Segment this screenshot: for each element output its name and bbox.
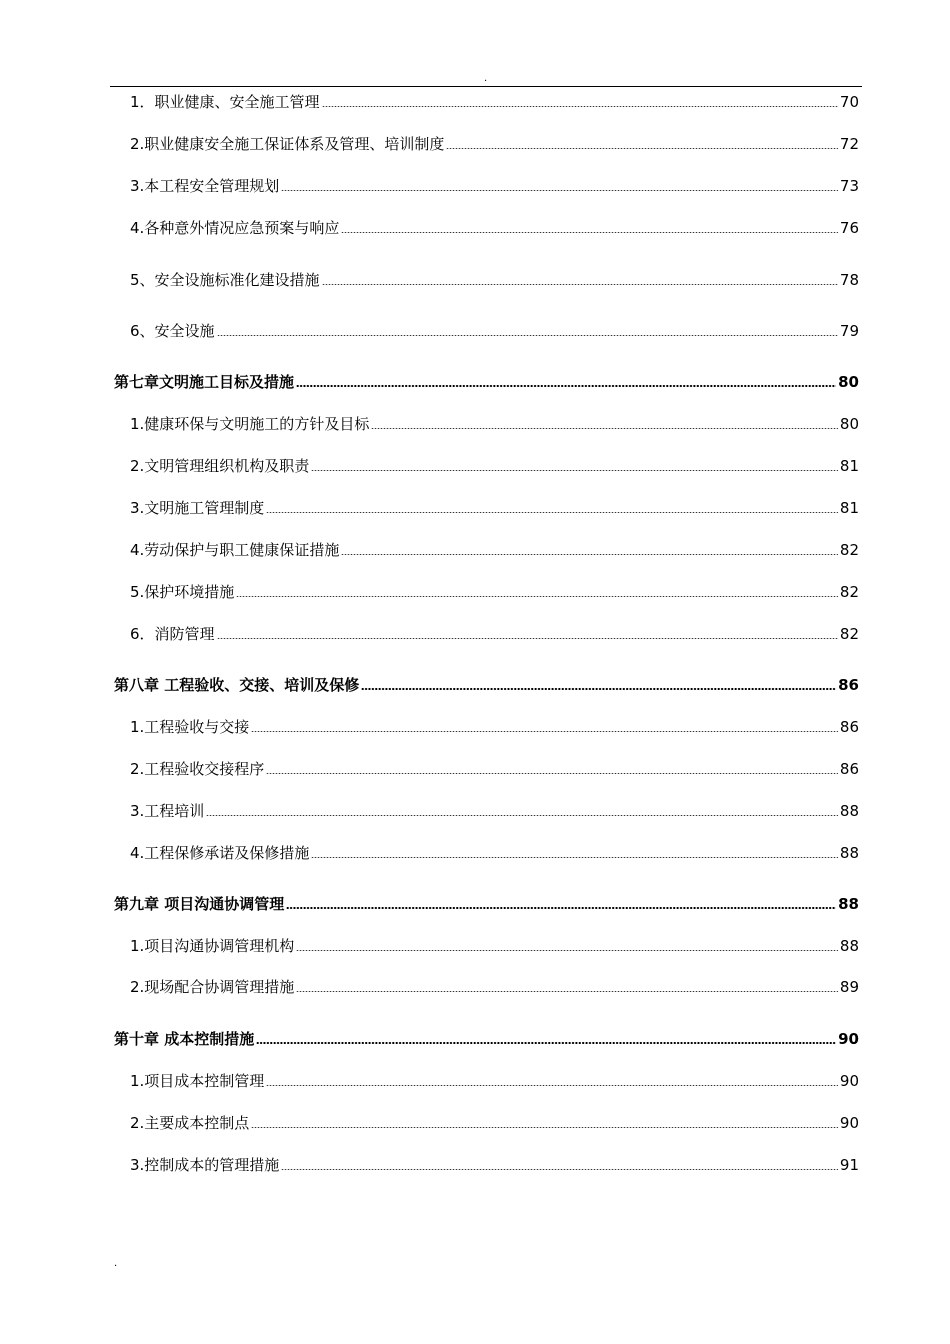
toc-section-entry[interactable] xyxy=(130,540,859,560)
toc-page-number: 89 xyxy=(839,978,859,996)
toc-section-entry[interactable] xyxy=(130,414,859,434)
toc-entry-label: 2.主要成本控制点 xyxy=(130,1114,250,1132)
toc-page-number: 90 xyxy=(838,1030,859,1048)
toc-entry-label: 3.文明施工管理制度 xyxy=(130,499,265,517)
toc-dot-leader xyxy=(251,1127,838,1128)
toc-entry-label: 4.劳动保护与职工健康保证措施 xyxy=(130,541,340,559)
toc-entry-label: 2.现场配合协调管理措施 xyxy=(130,978,295,996)
toc-chapter-entry[interactable] xyxy=(114,1029,859,1049)
toc-entry-label: 1.项目成本控制管理 xyxy=(130,1072,265,1090)
toc-dot-leader xyxy=(361,688,836,690)
toc-dot-leader xyxy=(281,1169,838,1170)
toc-page-number: 82 xyxy=(839,625,859,643)
toc-dot-leader xyxy=(371,428,838,429)
toc-page-number: 81 xyxy=(839,457,859,475)
toc-section-entry[interactable] xyxy=(130,218,859,238)
toc-entry-label: 5、安全设施标准化建设措施 xyxy=(130,271,320,289)
toc-page-number: 73 xyxy=(839,177,859,195)
toc-entry-label: 第八章 工程验收、交接、培训及保修 xyxy=(114,676,360,694)
toc-page-number: 72 xyxy=(839,135,859,153)
toc-entry-label: 第七章文明施工目标及措施 xyxy=(114,373,295,391)
toc-dot-leader xyxy=(217,335,838,336)
toc-page-number: 90 xyxy=(839,1114,859,1132)
toc-section-entry[interactable] xyxy=(130,936,859,956)
toc-section-entry[interactable] xyxy=(130,1071,859,1091)
toc-page-number: 86 xyxy=(839,718,859,736)
toc-dot-leader xyxy=(341,554,838,555)
toc-entry-label: 4.工程保修承诺及保修措施 xyxy=(130,844,310,862)
toc-entry-label: 1.工程验收与交接 xyxy=(130,718,250,736)
toc-section-entry[interactable] xyxy=(130,92,859,112)
toc-dot-leader xyxy=(251,731,838,732)
toc-page-number: 81 xyxy=(839,499,859,517)
toc-dot-leader xyxy=(256,1042,836,1044)
toc-dot-leader xyxy=(296,991,838,992)
toc-dot-leader xyxy=(286,907,836,909)
toc-chapter-entry[interactable] xyxy=(114,372,859,392)
toc-entry-label: 4.各种意外情况应急预案与响应 xyxy=(130,219,340,237)
toc-dot-leader xyxy=(266,1085,838,1086)
toc-entry-label: 第十章 成本控制措施 xyxy=(114,1030,255,1048)
toc-dot-leader xyxy=(322,106,838,107)
toc-section-entry[interactable] xyxy=(130,717,859,737)
toc-dot-leader xyxy=(281,190,838,191)
toc-dot-leader xyxy=(446,148,838,149)
toc-dot-leader xyxy=(322,284,838,285)
toc-page-number: 82 xyxy=(839,583,859,601)
toc-section-entry[interactable] xyxy=(130,321,859,341)
toc-entry-label: 1.项目沟通协调管理机构 xyxy=(130,937,295,955)
toc-dot-leader xyxy=(311,857,838,858)
toc-dot-leader xyxy=(266,512,838,513)
toc-dot-leader xyxy=(296,385,836,387)
toc-page-number: 70 xyxy=(839,93,859,111)
toc-section-entry[interactable] xyxy=(130,456,859,476)
toc-section-entry[interactable] xyxy=(130,759,859,779)
toc-dot-leader xyxy=(206,815,838,816)
toc-page-number: 86 xyxy=(838,676,859,694)
toc-dot-leader xyxy=(296,950,838,951)
toc-section-entry[interactable] xyxy=(130,176,859,196)
toc-section-entry[interactable] xyxy=(130,977,859,997)
toc-dot-leader xyxy=(266,773,838,774)
toc-chapter-entry[interactable] xyxy=(114,675,859,695)
toc-page-number: 86 xyxy=(839,760,859,778)
toc-dot-leader xyxy=(217,638,838,639)
header-rule xyxy=(110,86,862,87)
toc-section-entry[interactable] xyxy=(130,843,859,863)
toc-entry-label: 5.保护环境措施 xyxy=(130,583,235,601)
toc-entry-label: 第九章 项目沟通协调管理 xyxy=(114,895,285,913)
toc-page-number: 80 xyxy=(839,415,859,433)
toc-dot-leader xyxy=(341,232,838,233)
toc-section-entry[interactable] xyxy=(130,624,859,644)
toc-page-number: 80 xyxy=(838,373,859,391)
toc-page-number: 78 xyxy=(839,271,859,289)
toc-entry-label: 3.控制成本的管理措施 xyxy=(130,1156,280,1174)
toc-page-number: 88 xyxy=(839,844,859,862)
toc-page-number: 90 xyxy=(839,1072,859,1090)
toc-section-entry[interactable] xyxy=(130,1113,859,1133)
toc-dot-leader xyxy=(311,470,838,471)
toc-page-number: 76 xyxy=(839,219,859,237)
toc-entry-label: 1.健康环保与文明施工的方针及目标 xyxy=(130,415,370,433)
footer-mark: . xyxy=(114,1258,118,1269)
toc-entry-label: 6、安全设施 xyxy=(130,322,215,340)
toc-section-entry[interactable] xyxy=(130,270,859,290)
toc-section-entry[interactable] xyxy=(130,582,859,602)
toc-page-number: 88 xyxy=(839,937,859,955)
toc-page-number: 91 xyxy=(839,1156,859,1174)
toc-page-number: 82 xyxy=(839,541,859,559)
toc-entry-label: 2.文明管理组织机构及职责 xyxy=(130,457,310,475)
toc-section-entry[interactable] xyxy=(130,134,859,154)
toc-dot-leader xyxy=(236,596,838,597)
toc-entry-label: 6．消防管理 xyxy=(130,625,215,643)
toc-entry-label: 1．职业健康、安全施工管理 xyxy=(130,93,320,111)
toc-section-entry[interactable] xyxy=(130,801,859,821)
toc-section-entry[interactable] xyxy=(130,1155,859,1175)
toc-section-entry[interactable] xyxy=(130,498,859,518)
toc-chapter-entry[interactable] xyxy=(114,894,859,914)
toc-page-number: 88 xyxy=(839,802,859,820)
toc-page-number: 88 xyxy=(838,895,859,913)
header-mark: . xyxy=(484,73,488,84)
toc-entry-label: 3.本工程安全管理规划 xyxy=(130,177,280,195)
toc-entry-label: 3.工程培训 xyxy=(130,802,205,820)
toc-entry-label: 2.职业健康安全施工保证体系及管理、培训制度 xyxy=(130,135,445,153)
toc-page-number: 79 xyxy=(839,322,859,340)
toc-entry-label: 2.工程验收交接程序 xyxy=(130,760,265,778)
